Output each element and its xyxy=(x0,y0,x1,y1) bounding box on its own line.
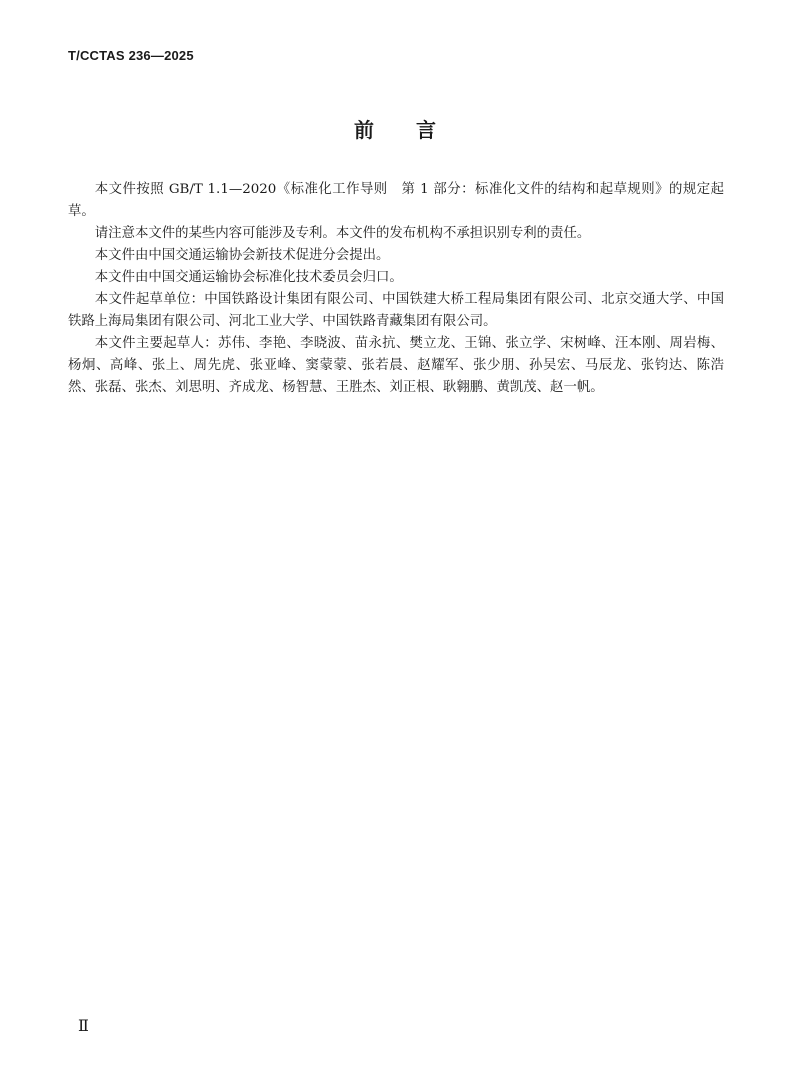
paragraph-patent-notice: 请注意本文件的某些内容可能涉及专利。本文件的发布机构不承担识别专利的责任。 xyxy=(94,226,591,241)
paragraph-drafting-units: 本文件起草单位：中国铁路设计集团有限公司、中国铁建大桥工程局集团有限公司、北京交通大学、中国铁路上海局集团有限公司、河北工业大学、中国铁路青藏集团有限公司。 xyxy=(68,292,724,329)
paragraph-main-drafters: 本文件主要起草人：苏伟、李艳、李晓波、苗永抗、樊立龙、王锦、张立学、宋树峰、汪本刚、周岩梅、杨炯、高峰、张上、周先虎、张亚峰、窦蒙蒙、张若晨、赵耀军、张少朋、孙吴宏、马辰龙、张钧达、陈浩然、张磊、张杰、刘思明、齐成龙、杨智慧、王胜杰、刘正根、耿翱鹏、黄凯茂、赵一帆。 xyxy=(68,336,724,395)
page-title: 前言 xyxy=(354,118,478,142)
paragraph-drafting-basis: 本文件按照 GB/T 1.1—2020《标准化工作导则 第 1 部分：标准化文件的结构和起草规则》的规定起草。 xyxy=(68,182,724,219)
foreword-body xyxy=(68,179,724,399)
paragraph-under-jurisdiction: 本文件由中国交通运输协会标准化技术委员会归口。 xyxy=(94,270,403,285)
document-code: T/CCTAS 236—2025 xyxy=(68,48,194,63)
paragraph-proposed-by: 本文件由中国交通运输协会新技术促进分会提出。 xyxy=(94,248,390,263)
page-number: Ⅱ xyxy=(78,1016,89,1035)
